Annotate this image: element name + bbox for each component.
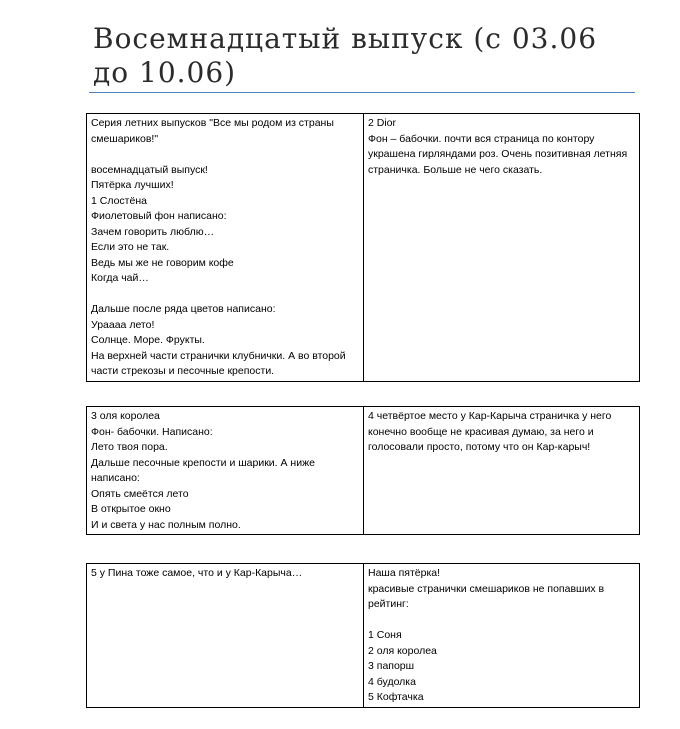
table-cell-left: 3 оля королеа Фон- бабочки. Написано: Лето твоя пора. Дальше песочные крепости и шарики. А ниже написано: Опять смеётся лето В открытое окно И и света у нас полным полно.: [87, 407, 364, 535]
table-cell-right: 2 Dior Фон – бабочки. почти вся страница по контору украшена гирляндами роз. Очень позитивная летняя страничка. Больше не чего сказать.: [364, 114, 640, 382]
table-row: [87, 564, 640, 708]
table-cell-left: Серия летних выпусков "Все мы родом из страны смешариков!" восемнадцатый выпуск! Пятёрка лучших! 1 Слостёна Фиолетовый фон написано: Зачем говорить люблю… Если это не так. Ведь мы же не говорим кофе Когда чай… Дальше после ряда цветов написано: Ураааа лето! Солнце. Море. Фрукты. На верхней части странички клубнички. А во второй части стрекозы и песочные крепости.: [87, 114, 364, 382]
review-table-3: [86, 563, 640, 708]
title-underline: [89, 92, 635, 93]
table-row: [87, 407, 640, 535]
table-cell-right: Наша пятёрка! красивые странички смешариков не попавших в рейтинг: 1 Соня 2 оля королеа 3 папорш 4 будолка 5 Кофтачка: [364, 564, 640, 708]
table-cell-left: 5 у Пина тоже самое, что и у Кар-Карыча…: [87, 564, 364, 708]
review-table-1: [86, 113, 640, 382]
page-title: Восемнадцатый выпуск (с 03.06 до 10.06): [93, 22, 598, 89]
review-table-2: [86, 406, 640, 535]
table-row: [87, 114, 640, 382]
table-cell-right: 4 четвёртое место у Кар-Карыча страничка у него конечно вообще не красивая думаю, за него и голосовали просто, потому что он Кар-карыч!: [364, 407, 640, 535]
